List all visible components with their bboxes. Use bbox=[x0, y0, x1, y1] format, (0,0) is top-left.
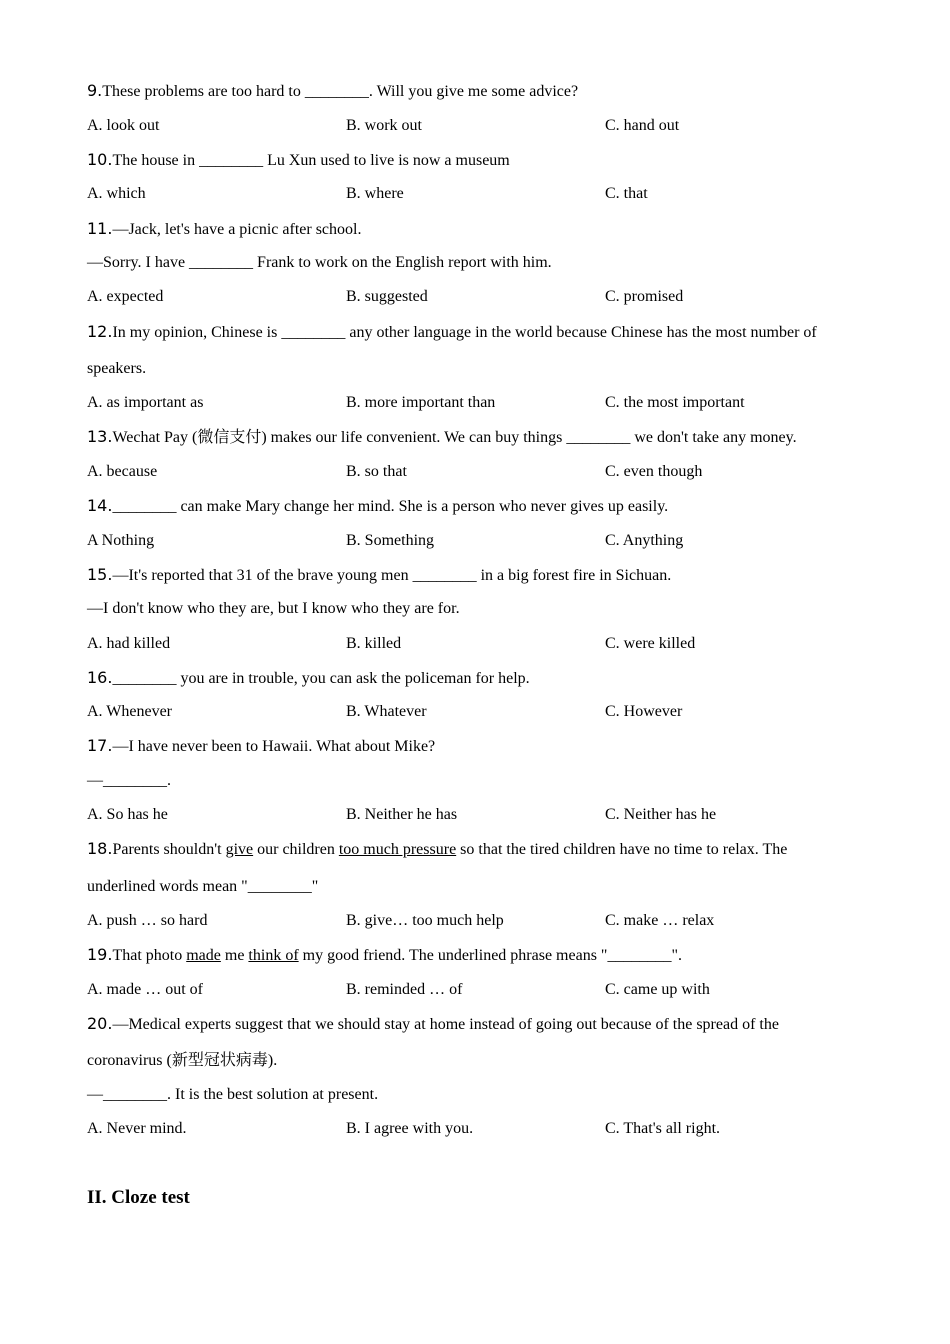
question-number: 19. bbox=[87, 945, 113, 964]
option-c: C. came up with bbox=[605, 981, 710, 998]
option-a: A. look out bbox=[87, 117, 160, 134]
option-a: A. Whenever bbox=[87, 703, 172, 720]
option-c: C. However bbox=[605, 703, 683, 720]
question-text: —I have never been to Hawaii. What about Mike? bbox=[112, 738, 436, 755]
question-text: Parents shouldn't bbox=[112, 841, 226, 858]
question-9 bbox=[87, 81, 578, 102]
option-b: B. Whatever bbox=[346, 703, 427, 720]
underlined-word: made bbox=[186, 947, 221, 964]
question-text: Wechat Pay (微信支付) makes our life convenient. We can buy things ________ we don't take any money. bbox=[112, 429, 797, 446]
question-18-line2: underlined words mean "________" bbox=[87, 878, 319, 895]
underlined-word: think of bbox=[248, 947, 299, 964]
question-text: —Medical experts suggest that we should stay at home instead of going out because of the spread of the bbox=[112, 1016, 779, 1033]
option-b: B. work out bbox=[346, 117, 422, 134]
question-20 bbox=[87, 1014, 779, 1035]
question-text: so that the tired children have no time to relax. The bbox=[456, 841, 788, 858]
question-text: These problems are too hard to ________. Will you give me some advice? bbox=[102, 83, 579, 100]
option-b: B. I agree with you. bbox=[346, 1120, 474, 1137]
option-b: B. where bbox=[346, 185, 404, 202]
question-number: 18. bbox=[87, 839, 113, 858]
question-text: —Jack, let's have a picnic after school. bbox=[112, 221, 362, 238]
question-19 bbox=[87, 945, 682, 966]
option-b: B. so that bbox=[346, 463, 407, 480]
question-15 bbox=[87, 565, 671, 586]
question-20-line2: coronavirus (新型冠状病毒). bbox=[87, 1052, 278, 1069]
question-number: 13. bbox=[87, 427, 113, 446]
option-c: C. Anything bbox=[605, 532, 684, 549]
question-14 bbox=[87, 496, 668, 517]
option-c: C. hand out bbox=[605, 117, 680, 134]
question-number: 14. bbox=[87, 496, 113, 515]
underlined-word: too much pressure bbox=[338, 841, 457, 858]
option-c: C. the most important bbox=[605, 394, 745, 411]
question-text: In my opinion, Chinese is ________ any other language in the world because Chinese has the most number of bbox=[112, 324, 817, 341]
option-a: A Nothing bbox=[87, 532, 155, 549]
question-17 bbox=[87, 736, 435, 757]
question-number: 17. bbox=[87, 736, 113, 755]
question-number: 12. bbox=[87, 322, 113, 341]
option-b: B. more important than bbox=[346, 394, 496, 411]
question-20-line3: —________. It is the best solution at present. bbox=[87, 1086, 379, 1103]
question-18 bbox=[87, 839, 787, 860]
section-heading: II. Cloze test bbox=[87, 1187, 190, 1208]
option-b: B. Neither he has bbox=[346, 806, 458, 823]
option-a: A. Never mind. bbox=[87, 1120, 187, 1137]
option-c: C. promised bbox=[605, 288, 684, 305]
question-text: me bbox=[220, 947, 249, 964]
question-text: ________ you are in trouble, you can ask the policeman for help. bbox=[112, 670, 530, 687]
option-b: B. reminded … of bbox=[346, 981, 463, 998]
question-15-line2: —I don't know who they are, but I know who they are for. bbox=[87, 600, 460, 617]
option-c: C. That's all right. bbox=[605, 1120, 721, 1137]
question-17-line2: —________. bbox=[87, 772, 171, 789]
question-number: 16. bbox=[87, 668, 113, 687]
question-number: 20. bbox=[87, 1014, 113, 1033]
question-text: our children bbox=[253, 841, 339, 858]
question-number: 15. bbox=[87, 565, 113, 584]
question-text: my good friend. The underlined phrase means "________". bbox=[298, 947, 682, 964]
option-c: C. were killed bbox=[605, 635, 696, 652]
question-11 bbox=[87, 219, 361, 240]
option-c: C. Neither has he bbox=[605, 806, 717, 823]
question-12-line2: speakers. bbox=[87, 360, 147, 377]
option-c: C. even though bbox=[605, 463, 703, 480]
question-12 bbox=[87, 322, 817, 343]
option-a: A. made … out of bbox=[87, 981, 203, 998]
question-text: The house in ________ Lu Xun used to live is now a museum bbox=[112, 152, 510, 169]
question-number: 11. bbox=[87, 219, 113, 238]
option-b: B. give… too much help bbox=[346, 912, 504, 929]
option-a: A. push … so hard bbox=[87, 912, 208, 929]
option-c: C. that bbox=[605, 185, 648, 202]
question-number: 10. bbox=[87, 150, 113, 169]
option-b: B. suggested bbox=[346, 288, 428, 305]
option-a: A. as important as bbox=[87, 394, 204, 411]
option-a: A. which bbox=[87, 185, 146, 202]
question-number: 9. bbox=[87, 81, 103, 100]
question-11-line2: —Sorry. I have ________ Frank to work on the English report with him. bbox=[87, 254, 552, 271]
option-c: C. make … relax bbox=[605, 912, 715, 929]
question-text: —It's reported that 31 of the brave young men ________ in a big forest fire in Sichuan. bbox=[112, 567, 672, 584]
option-a: A. So has he bbox=[87, 806, 168, 823]
underlined-word: give bbox=[225, 841, 254, 858]
question-16 bbox=[87, 668, 530, 689]
option-b: B. killed bbox=[346, 635, 402, 652]
question-text: ________ can make Mary change her mind. She is a person who never gives up easily. bbox=[112, 498, 669, 515]
option-a: A. expected bbox=[87, 288, 164, 305]
question-13 bbox=[87, 427, 797, 448]
option-a: A. because bbox=[87, 463, 158, 480]
question-text: That photo bbox=[112, 947, 187, 964]
option-a: A. had killed bbox=[87, 635, 171, 652]
question-10 bbox=[87, 150, 510, 171]
option-b: B. Something bbox=[346, 532, 435, 549]
